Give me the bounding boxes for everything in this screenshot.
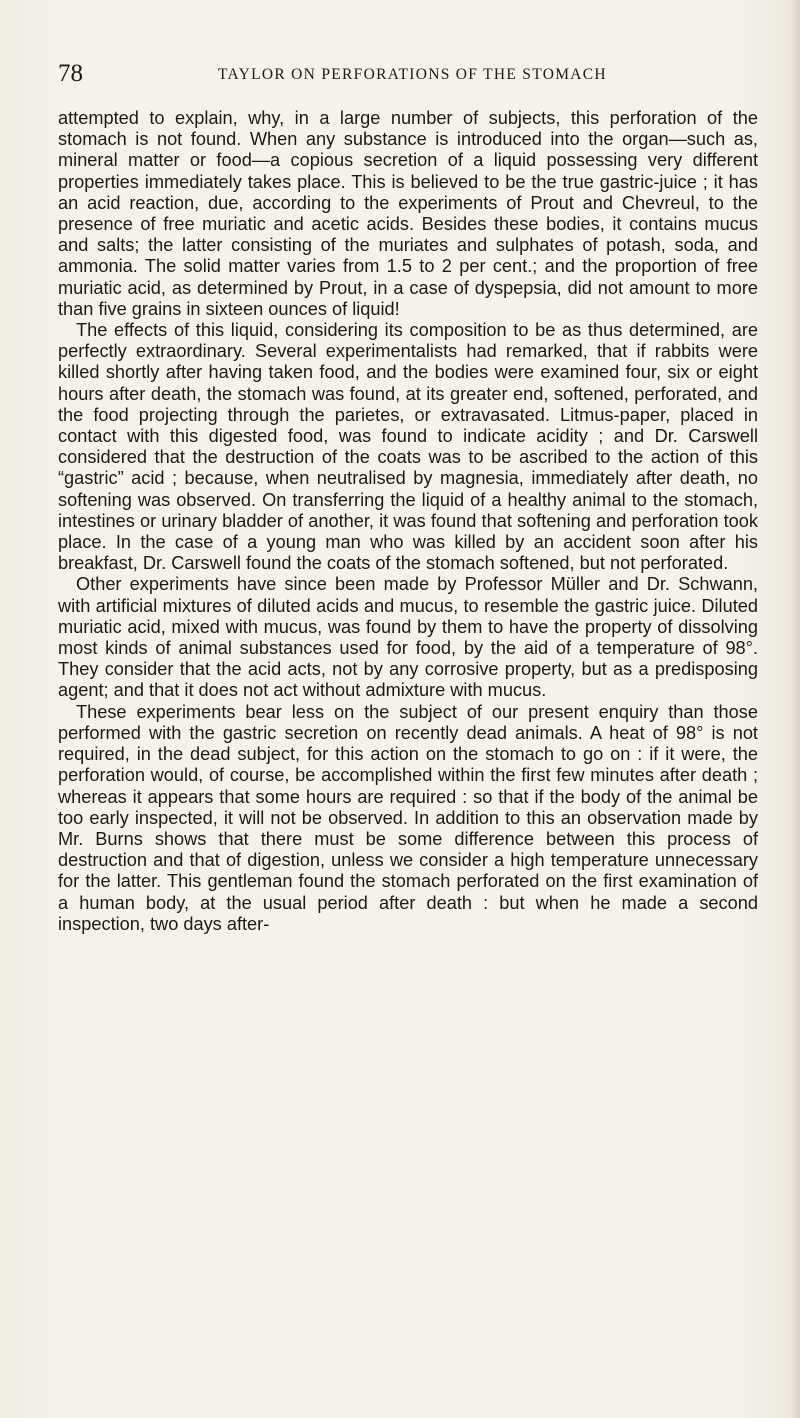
running-head: TAYLOR ON PERFORATIONS OF THE STOMACH	[218, 66, 607, 83]
paragraph-2: The effects of this liquid, considering its composition to be as thus determined, are perfectly extraordinary. Several experimentalists had remarked, that if rabbits were killed shortly after having taken food, and the bodies were examined four, six or eight hours after death, the stomach was found, at its greater end, softened, perforated, and the food projecting through the parietes, or extravasated. Litmus-paper, placed in contact with this digested food, was found to indicate acidity ; and Dr. Carswell considered that the destruction of the coats was to be ascribed to the action of this “gastric” acid ; because, when neutralised by magnesia, immediately after death, no softening was observed. On transferring the liquid of a healthy animal to the stomach, intestines or urinary bladder of another, it was found that softening and perforation took place. In the case of a young man who was killed by an accident soon after his breakfast, Dr. Carswell found the coats of the stomach softened, but not perforated.	[58, 320, 758, 574]
paragraph-3: Other experiments have since been made by Professor Müller and Dr. Schwann, with artificial mixtures of diluted acids and mucus, to resemble the gastric juice. Diluted muriatic acid, mixed with mucus, was found by them to have the property of dissolving most kinds of animal substances used for food, by the aid of a temperature of 98°. They consider that the acid acts, not by any corrosive property, but as a predisposing agent; and that it does not act without admixture with mucus.	[58, 574, 758, 701]
page-number: 78	[58, 60, 83, 87]
body-text	[58, 108, 758, 935]
page-header	[58, 60, 758, 90]
page-edge-shadow	[790, 0, 800, 1418]
paragraph-4: These experiments bear less on the subject of our present enquiry than those performed with the gastric secretion on recently dead animals. A heat of 98° is not required, in the dead subject, for this action on the stomach to go on : if it were, the perforation would, of course, be accomplished within the first few minutes after death ; whereas it appears that some hours are required : so that if the body of the animal be too early inspected, it will not be observed. In addition to this an observation made by Mr. Burns shows that there must be some difference between this process of destruction and that of digestion, unless we consider a high temperature unnecessary for the latter. This gentleman found the stomach perforated on the first examination of a human body, at the usual period after death : but when he made a second inspection, two days after-	[58, 701, 758, 934]
paragraph-1: attempted to explain, why, in a large number of subjects, this perforation of the stomach is not found. When any substance is introduced into the organ—such as, mineral matter or food—a copious secretion of a liquid possessing very different properties immediately takes place. This is believed to be the true gastric-juice ; it has an acid reaction, due, according to the experiments of Prout and Chevreul, to the presence of free muriatic and acetic acids. Besides these bodies, it contains mucus and salts; the latter consisting of the muriates and sulphates of potash, soda, and ammonia. The solid matter varies from 1.5 to 2 per cent.; and the proportion of free muriatic acid, as determined by Prout, in a case of dyspepsia, did not amount to more than five grains in sixteen ounces of liquid!	[58, 108, 758, 319]
